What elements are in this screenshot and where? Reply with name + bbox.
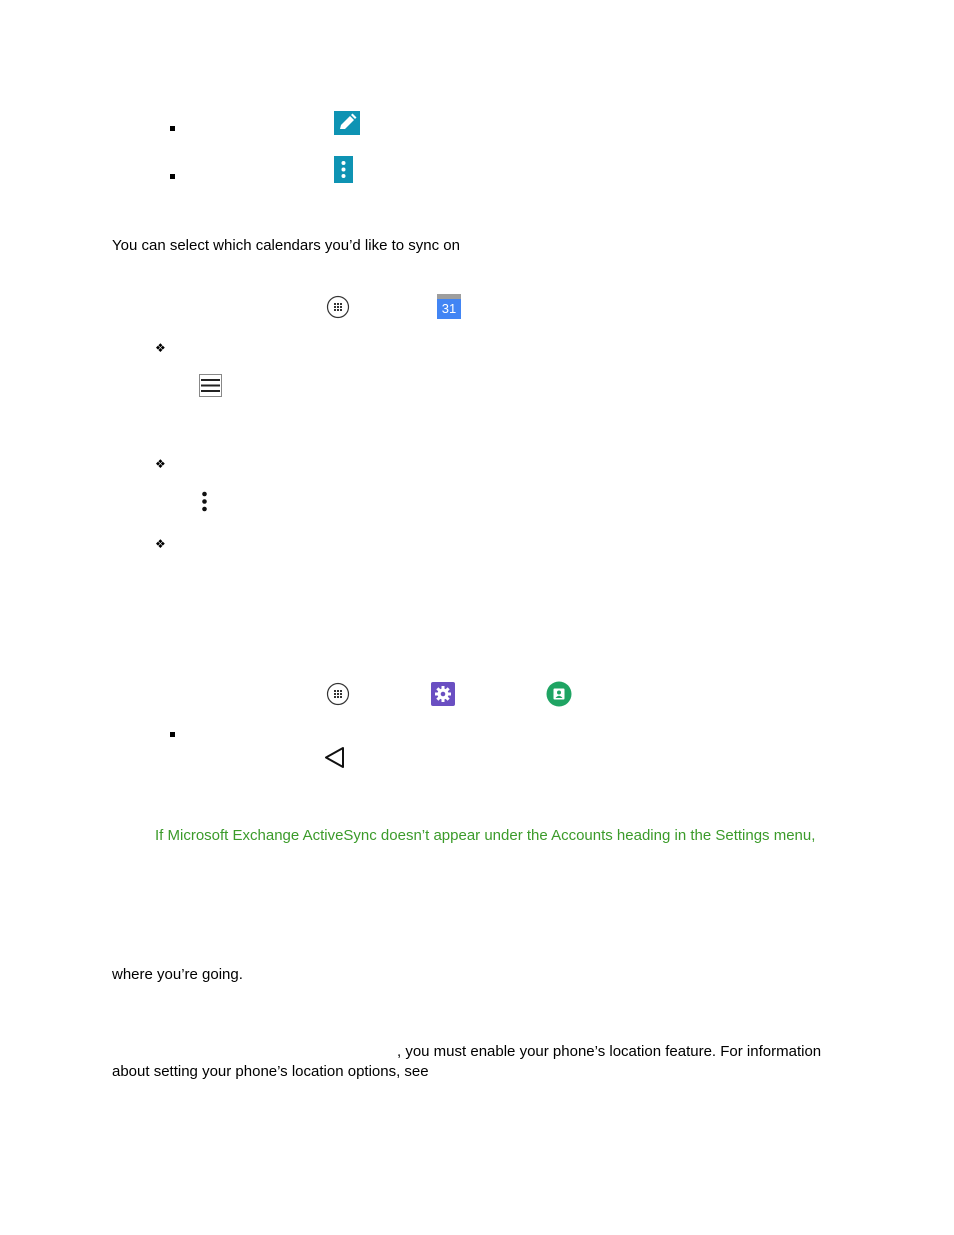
list-bullet bbox=[170, 126, 175, 131]
location-text-line2: about setting your phone’s location options, see bbox=[112, 1063, 429, 1080]
apps-grid-icon bbox=[326, 295, 350, 319]
step-bullet: ❖ bbox=[155, 457, 166, 471]
apps-grid-icon bbox=[326, 682, 350, 706]
going-text: where you’re going. bbox=[112, 966, 243, 983]
calendar-icon bbox=[437, 294, 461, 319]
list-bullet bbox=[170, 732, 175, 737]
more-vert-icon bbox=[334, 156, 353, 183]
back-triangle-icon bbox=[323, 746, 346, 769]
sync-paragraph: You can select which calendars you’d like to sync on bbox=[112, 237, 460, 254]
location-text-line1: , you must enable your phone’s location feature. For information bbox=[397, 1043, 822, 1060]
settings-gear-icon bbox=[431, 682, 455, 706]
step-bullet: ❖ bbox=[155, 537, 166, 551]
step-bullet: ❖ bbox=[155, 341, 166, 355]
pencil-icon bbox=[334, 111, 360, 135]
list-bullet bbox=[170, 174, 175, 179]
calendar-day: 31 bbox=[437, 299, 461, 319]
accounts-icon bbox=[546, 681, 572, 707]
exchange-note: If Microsoft Exchange ActiveSync doesn’t appear under the Accounts heading in the Settings menu, bbox=[155, 827, 816, 844]
more-vert-icon bbox=[199, 490, 210, 513]
hamburger-menu-icon bbox=[199, 374, 222, 397]
